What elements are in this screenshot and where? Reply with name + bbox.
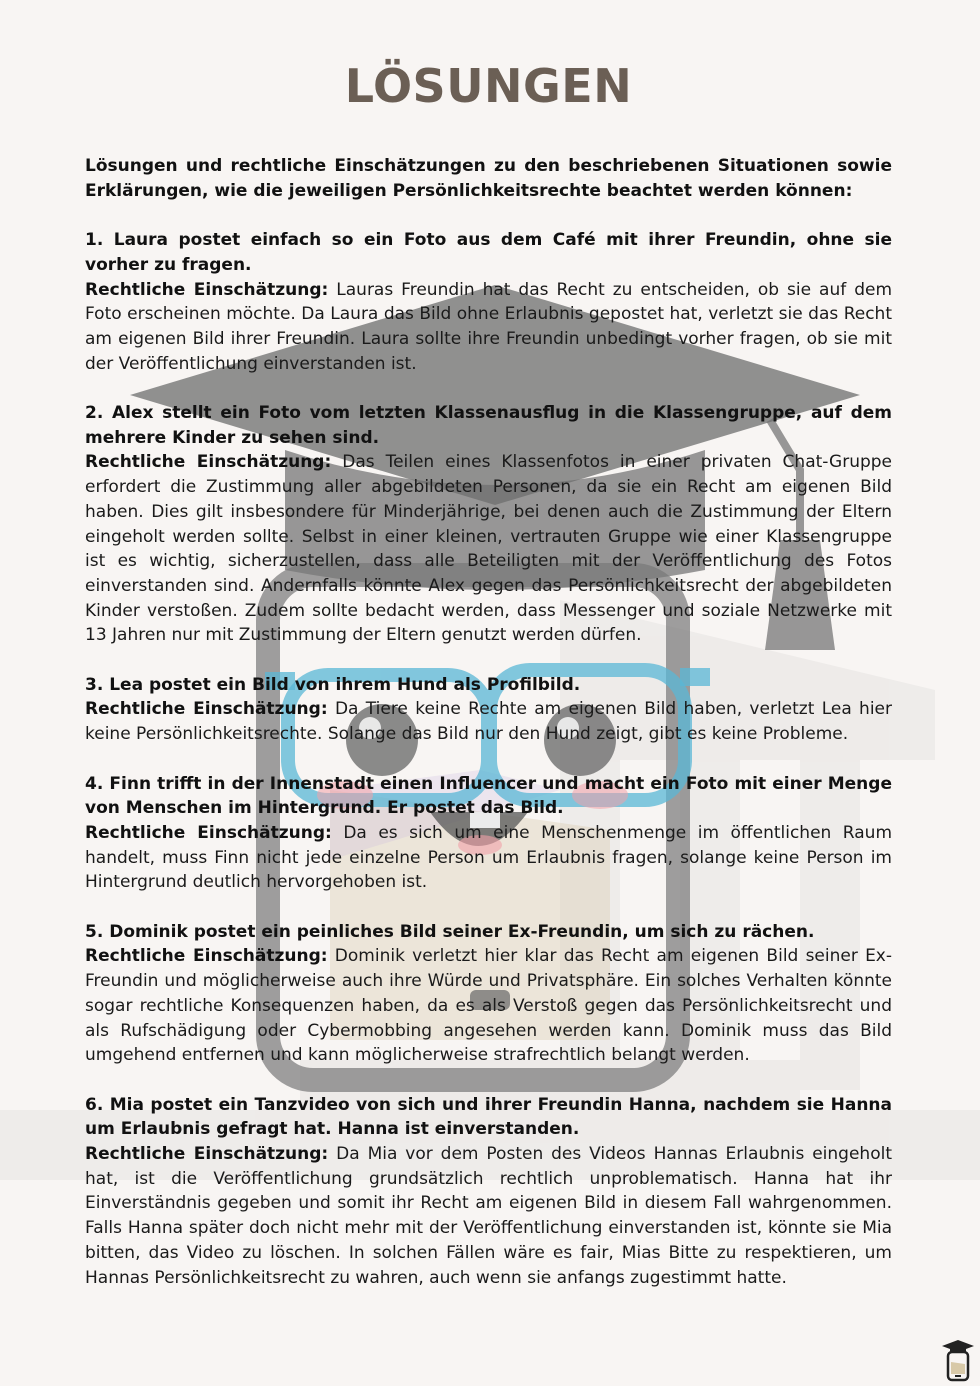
document-body [85, 56, 892, 1315]
page-title: LÖSUNGEN [344, 59, 633, 113]
assessment-label: Rechtliche Einschätzung: [85, 822, 332, 843]
situation-4-question: 4. Finn trifft in der Innenstadt einen Influencer und macht ein Foto mit einer Menge von Menschen im Hintergrund. Er postet das Bild. [85, 773, 892, 819]
situation-1-answer [85, 278, 892, 377]
situation-4-answer [85, 821, 892, 895]
situation-4-answer-text: Da es sich um eine Menschenmenge im öffentlichen Raum handelt, muss Finn nicht jede einzelne Person um Erlaubnis fragen, solange keine Person im Hintergrund deutlich hervorgehoben ist. [85, 822, 892, 893]
situation-2-answer [85, 450, 892, 648]
situation-6-answer [85, 1142, 892, 1290]
situation-1-question: 1. Laura postet einfach so ein Foto aus dem Café mit ihrer Freundin, ohne sie vorher zu fragen. [85, 230, 892, 275]
assessment-label: Rechtliche Einschätzung: [85, 699, 328, 720]
intro-text: Lösungen und rechtliche Einschätzungen zu den beschriebenen Situationen sowie Erklärungen, wie die jeweiligen Persönlichkeitsrechte beachtet werden können: [85, 156, 892, 201]
situation-5-answer [85, 944, 892, 1068]
situation-2-question: 2. Alex stellt ein Foto vom letzten Klassenausflug in die Klassengruppe, auf dem mehrere Kinder zu sehen sind. [85, 403, 892, 448]
assessment-label: Rechtliche Einschätzung: [85, 1144, 329, 1165]
situation-3-answer [85, 697, 892, 746]
assessment-label: Rechtliche Einschätzung: [85, 279, 329, 300]
situation-5-answer-text: Dominik verletzt hier klar das Recht am eigenen Bild seiner Ex-Freundin und möglicherweise auch ihre Würde und Privatsphäre. Ein solches Verhalten könnte sogar rechtliche Konsequenzen haben, da es als Verstoß gegen das Persönlichkeitsrecht und als Rufschädigung oder Cybermobbing angesehen werden kann. Dominik muss das Bild umgehend entfernen und kann möglicherweise strafrechtlich belangt werden. [85, 946, 892, 1066]
graduate-phone-logo-icon [940, 1338, 976, 1382]
situation-6-answer-text: Da Mia vor dem Posten des Videos Hannas Erlaubnis eingeholt hat, ist die Veröffentlichung grundsätzlich rechtlich unproblematisch. Hanna hat ihr Einverständnis gegeben und somit ihr Recht am eigenen Bild in diesem Fall wahrgenommen. Falls Hanna später doch nicht mehr mit der Veröffentlichung einverstanden ist, könnte sie Mia bitten, das Video zu löschen. In solchen Fällen wäre es fair, Mias Bitte zu respektieren, um Hannas Persönlichkeitsrecht zu wahren, auch wenn sie anfangs zugestimmt hatte. [85, 1144, 892, 1288]
situation-3-answer-text: Da Tiere keine Rechte am eigenen Bild haben, verletzt Lea hier keine Persönlichkeitsrechte. Solange das Bild nur den Hund zeigt, gibt es keine Probleme. [85, 699, 893, 745]
situation-1-answer-text: Lauras Freundin hat das Recht zu entscheiden, ob sie auf dem Foto erscheinen möchte. Da Laura das Bild ohne Erlaubnis gepostet hat, verletzt sie das Recht am eigenen Bild ihrer Freundin. Laura sollte ihre Freundin unbedingt vorher fragen, ob sie mit der Veröffentlichung einverstanden ist. [85, 279, 893, 374]
assessment-label: Rechtliche Einschätzung: [85, 946, 328, 967]
situation-6-question: 6. Mia postet ein Tanzvideo von sich und ihrer Freundin Hanna, nachdem sie Hanna um Erlaubnis gefragt hat. Hanna ist einverstanden. [85, 1094, 892, 1140]
assessment-label: Rechtliche Einschätzung: [85, 452, 332, 473]
situation-5-question: 5. Dominik postet ein peinliches Bild seiner Ex-Freundin, um sich zu rächen. [85, 921, 815, 942]
situation-2-answer-text: Das Teilen eines Klassenfotos in einer privaten Chat-Gruppe erfordert die Zustimmung aller abgebildeten Personen, da sie ein Recht am eigenen Bild haben. Dies gilt insbesondere für Minderjährige, bei denen auch die Zustimmung der Eltern eingeholt werden sollte. Selbst in einer kleinen, vertrauten Gruppe wie einer Klassengruppe ist es wichtig, sicherzustellen, dass alle Beteiligten mit der Veröffentlichung des Fotos einverstanden sind. Andernfalls könnte Alex gegen das Persönlichkeitsrecht der abgebildeten Kinder verstoßen. Zudem sollte bedacht werden, dass Messenger und soziale Netzwerke mit 13 Jahren nur mit Zustimmung der Eltern genutzt werden dürfen. [85, 452, 893, 646]
situation-3-question: 3. Lea postet ein Bild von ihrem Hund als Profilbild. [85, 674, 581, 695]
